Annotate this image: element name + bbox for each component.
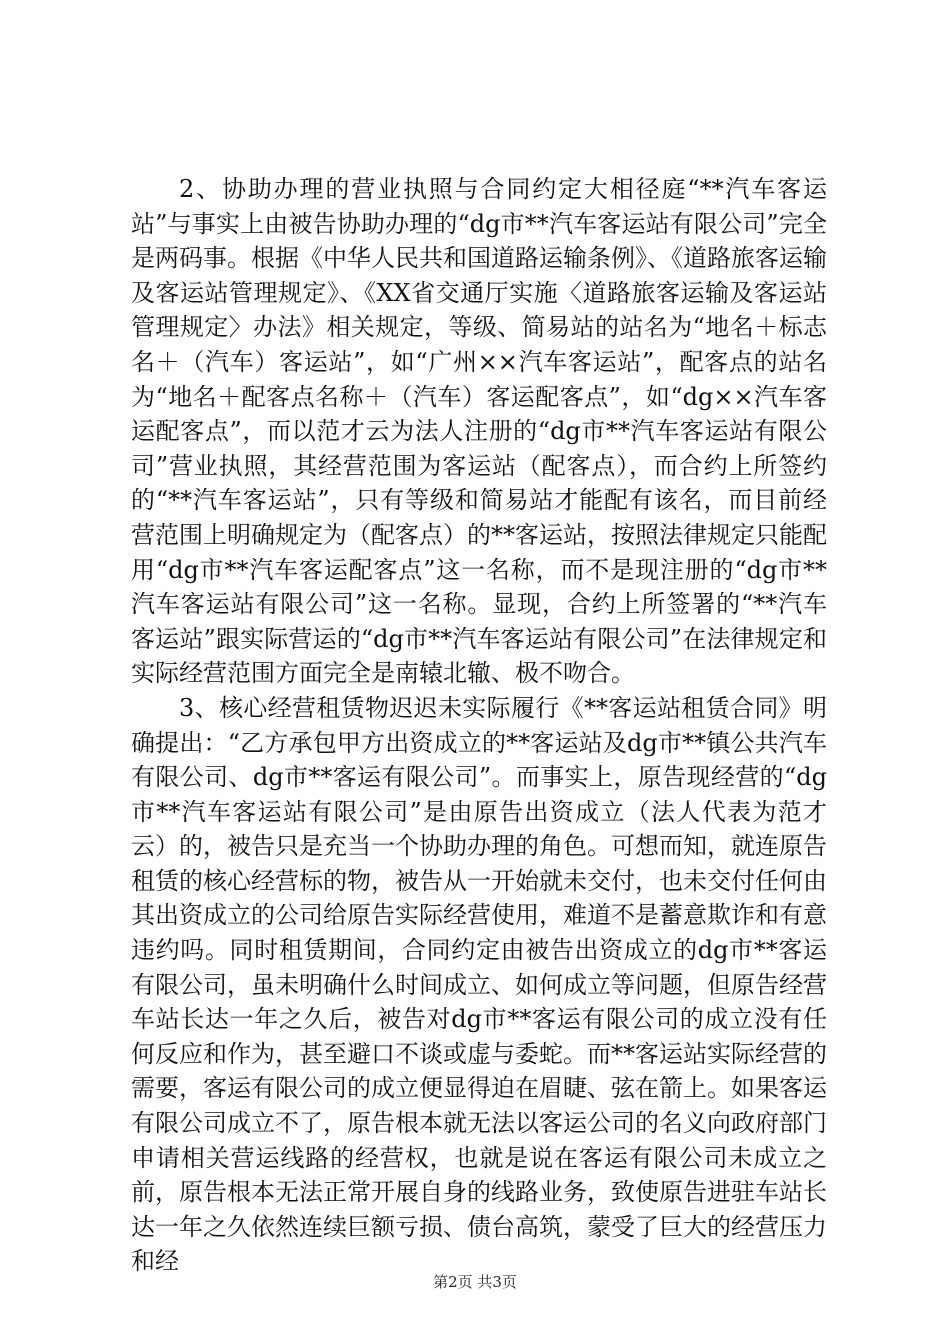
paragraph-3: 3、核心经营租赁物迟迟未实际履行《**客运站租赁合同》明确提出：“乙方承包甲方出资成立的**客运站及dg市**镇公共汽车有限公司、dg市**客运有限公司”。而事实上，原告现经营的“dg市**汽车客运站有限公司”是由原告出资成立（法人代表为范才云）的，被告只是充当一个协助办理的角色。可想而知，就连原告租赁的核心经营标的物，被告从一开始就未交付，也未交付任何由其出资成立的公司给原告实际经营使用，难道不是蓄意欺诈和有意违约吗。同时租赁期间，合同约定由被告出资成立的dg市**客运有限公司，虽未明确什么时间成立、如何成立等问题，但原告经营车站长达一年之久后，被告对dg市**客运有限公司的成立没有任何反应和作为，甚至避口不谈或虚与委蛇。而**客运站实际经营的需要，客运有限公司的成立便显得迫在眉睫、弦在箭上。如果客运有限公司成立不了，原告根本就无法以客运公司的名义向政府部门申请相关营运线路的经营权，也就是说在客运有限公司未成立之前，原告根本无法正常开展自身的线路业务，致使原告进驻车站长达一年之久依然连续巨额亏损、债台高筑，蒙受了巨大的经营压力和经 [131,693,827,1276]
page-footer: 第2页 共3页 [433,1273,517,1291]
document-body [131,172,827,1279]
paragraph-2: 2、协助办理的营业执照与合同约定大相径庭“**汽车客运站”与事实上由被告协助办理的“dg市**汽车客运站有限公司”完全是两码事。根据《中华人民共和国道路运输条例》、《道路旅客运输及客运站管理规定》、《XX省交通厅实施〈道路旅客运输及客运站管理规定〉办法》相关规定，等级、简易站的站名为“地名＋标志名＋（汽车）客运站”，如“广州××汽车客运站”，配客点的站名为“地名＋配客点名称＋（汽车）客运配客点”，如“dg××汽车客运配客点”，而以范才云为法人注册的“dg市**汽车客运站有限公司”营业执照，其经营范围为客运站（配客点），而合约上所签约的“**汽车客运站”，只有等级和简易站才能配有该名，而目前经营范围上明确规定为（配客点）的**客运站，按照法律规定只能配用“dg市**汽车客运配客点”这一名称，而不是现注册的“dg市**汽车客运站有限公司”这一名称。显现，合约上所签署的“**汽车客运站”跟实际营运的“dg市**汽车客运站有限公司”在法律规定和实际经营范围方面完全是南辕北辙、极不吻合。 [131,175,827,688]
